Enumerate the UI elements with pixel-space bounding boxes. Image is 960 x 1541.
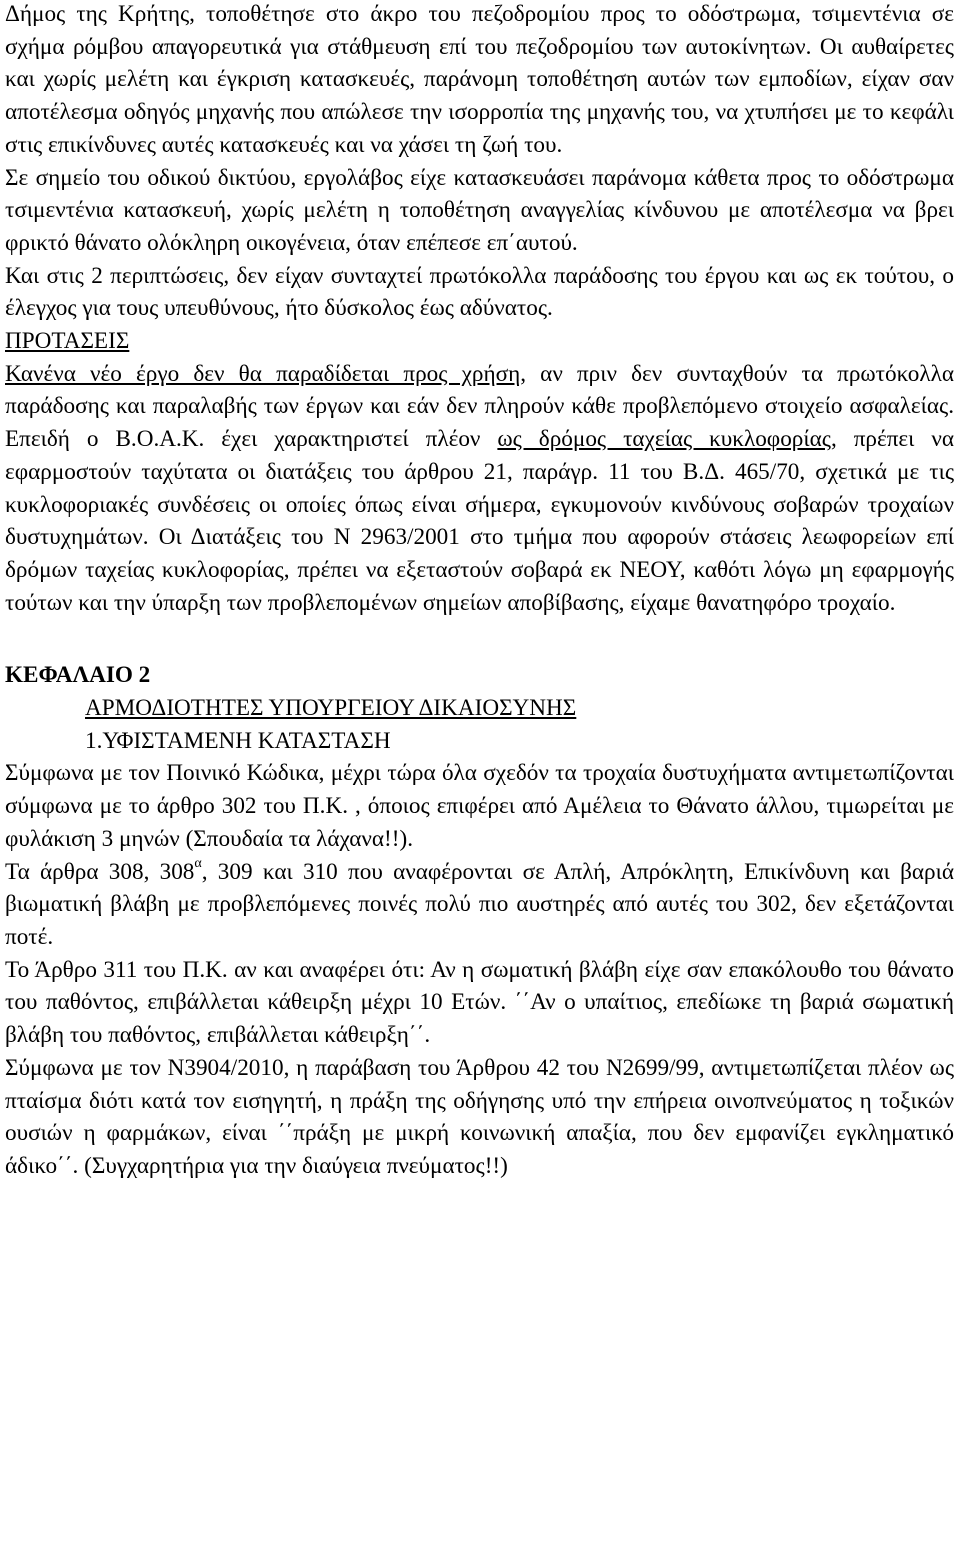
articles-text-b: , 309 και 310 που αναφέρονται σε Απλή, Απρόκλητη, Επικίνδυνη και βαριά βιωματική βλάβη με προβλεπόμενες ποινές πολύ πιο αυστηρές από αυτές του 302, δεν εξετάζονται ποτέ. (5, 858, 954, 950)
underlined-phrase-highway: ως δρόμος ταχείας κυκλοφορίας (497, 426, 831, 453)
paragraph-motorcycle-accident: Δήμος της Κρήτης, τοποθέτησε στο άκρο του πεζοδρομίου προς το οδόστρωμα, τσιμεντένια σε σχήμα ρόμβου απαγορευτικά για στάθμευση επί του πεζοδρομίου των αυτοκίνητων. Οι αυθαίρετες και χωρίς μελέτη και έγκριση κατασκευές, παράνομη τοποθέτηση αυτών των εμποδίων, είχαν σαν αποτέλεσμα οδηγός μηχανής που απώλεσε την ισορροπία της μηχανής του, να χτυπήσει με το κεφάλι στις επικίνδυνες αυτές κατασκευές και να χάσει τη ζωή του. (5, 1, 954, 158)
blank-spacer (5, 619, 954, 659)
paragraph-articles-308-310 (5, 856, 954, 954)
proposals-text-part2: , πρέπει να εφαρμοστούν ταχύτατα οι διατάξεις του άρθρου 21, παράγρ. 11 του Β.Δ. 465/70, σχετικά με τις κυκλοφοριακές συνδέσεις οι οποίες όπως είναι σήμερα, εγκυμονούν κινδύνους σοβαρών τροχαίων δυστυχημάτων. Οι Διατάξεις του Ν 2963/2001 στο τμήμα που αφορούν στάσεις λεωφορείων επί δρόμων ταχείας κυκλοφορίας, πρέπει να εξεταστούν σοβαρά εκ ΝΕΟΥ, καθότι λόγω μη εφαρμογής τούτων και την ύπαρξη των προβλεπομένων σημείων αποβίβασης, είχαμε θανατηφόρο τροχαίο. (5, 426, 955, 616)
chapter-subtitle-text: ΑΡΜΟΔΙΟΤΗΤΕΣ ΥΠΟΥΡΓΕΙΟΥ ΔΙΚΑΙΟΣΥΝΗΣ (85, 695, 577, 722)
chapter-title: ΚΕΦΑΛΑΙΟ 2 (5, 662, 151, 689)
proposals-text-part1: , αν πριν δεν συνταχθούν τα πρωτόκολλα παράδοσης και παραλαβής των έργων και εάν δεν πληρούν κάθε προβλεπόμενο στοιχείο ασφαλείας. Επειδή ο Β.Ο.Α.Κ. έχει χαρακτηριστεί πλέον (5, 360, 954, 453)
articles-text-a: Τα άρθρα 308, 308 (5, 858, 195, 885)
paragraph-article-311: Το Άρθρο 311 του Π.Κ. αν και αναφέρει ότι: Αν η σωματική βλάβη είχε σαν επακόλουθο του θάνατο του παθόντος, επιβάλλεται κάθειρξη μέχρι 10 Ετών. ΄΄Αν ο υπαίτιος, επεδίωκε τη βαριά σωματική βλάβη του παθόντος, επιβάλλεται κάθειρξη΄΄. (5, 956, 954, 1049)
section-title: 1.ΥΦΙΣΤΑΜΕΝΗ ΚΑΤΑΣΤΑΣΗ (85, 727, 391, 754)
paragraph-law-3904: Σύμφωνα με τον Ν3904/2010, η παράβαση του Άρθρου 42 του Ν2699/99, αντιμετωπίζεται πλέον ως πταίσμα διότι κατά τον εισηγητή, η πράξη της οδήγησης υπό την επήρεια οινοπνεύματος η τοξικών ουσιών η φαρμάκων, είναι ΄΄πράξη με μικρή κοινωνική απαξία, που δεν εμφανίζει εγκληματικό άδικο΄΄. (Συγχαρητήρια για την διαύγεια πνεύματος!!) (5, 1054, 954, 1179)
underlined-phrase-no-new-project: Κανένα νέο έργο δεν θα παραδίδεται προς χρήση (5, 360, 521, 387)
paragraph-proposals (5, 358, 954, 620)
proposals-heading-text: ΠΡΟΤΑΣΕΙΣ (5, 328, 130, 355)
paragraph-handover-protocols: Και στις 2 περιπτώσεις, δεν είχαν συνταχτεί πρωτόκολλα παράδοσης του έργου και ως εκ τούτου, ο έλεγχος για τους υπευθύνους, ήτο δύσκολος έως αδύνατος. (5, 262, 954, 322)
paragraph-family-accident: Σε σημείο του οδικού δικτύου, εργολάβος είχε κατασκευάσει παράνομα κάθετα προς το οδόστρωμα τσιμεντένια κατασκευή, χωρίς μελέτη η τοποθέτηση αναγγελίας κίνδυνου με αποτέλεσμα να βρει φρικτό θάνατο ολόκληρη οικογένεια, όταν επέπεσε επ΄αυτού. (5, 164, 954, 256)
chapter-subtitle (5, 692, 954, 725)
proposals-heading (5, 325, 954, 358)
paragraph-penal-code-302: Σύμφωνα με τον Ποινικό Κώδικα, μέχρι τώρα όλα σχεδόν τα τροχαία δυστυχήματα αντιμετωπίζονται σύμφωνα με το άρθρο 302 του Π.Κ. , όποιος επιφέρει από Αμέλεια το Θάνατο άλλου, τιμωρείται με φυλάκιση 3 μηνών (Σπουδαία τα λάχανα!!). (5, 760, 954, 852)
superscript-alpha: α (194, 855, 202, 871)
